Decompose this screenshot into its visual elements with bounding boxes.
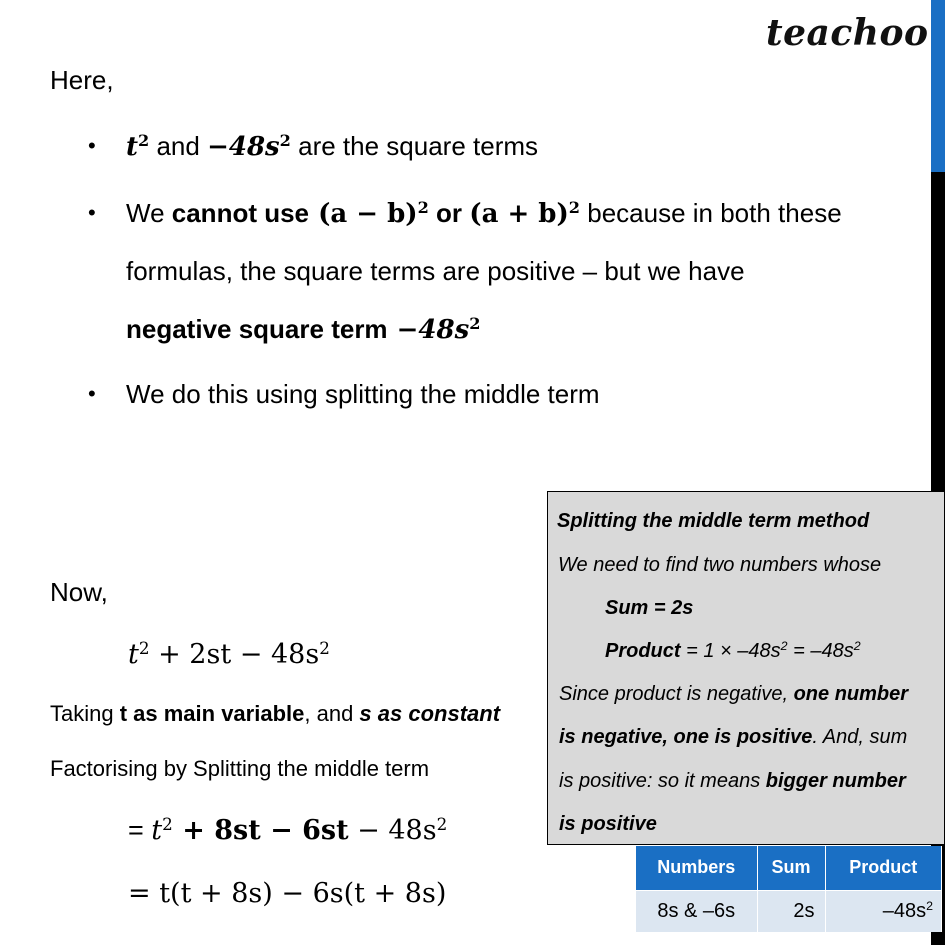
table-row bbox=[636, 890, 942, 932]
neg-term: −48s bbox=[207, 132, 280, 162]
taking-line bbox=[50, 700, 500, 728]
product-label: Product bbox=[605, 640, 681, 662]
method-line5 bbox=[559, 768, 906, 794]
cell-numbers: 8s & –6s bbox=[636, 890, 757, 932]
bullet-dot: • bbox=[88, 133, 96, 158]
method-line4 bbox=[559, 724, 907, 750]
teachoo-logo: teachoo bbox=[766, 12, 929, 54]
method-title: Splitting the middle term method bbox=[557, 510, 870, 532]
bullet-cannot-use-line1 bbox=[126, 197, 842, 230]
exponent: 2 bbox=[138, 637, 150, 658]
exponent: 2 bbox=[138, 131, 150, 151]
product-line bbox=[605, 638, 861, 664]
taking-text: Taking bbox=[50, 701, 120, 726]
rest-text: are the square terms bbox=[290, 131, 539, 161]
l3-text: Since product is negative, bbox=[559, 683, 794, 705]
t-main-variable: t as main variable bbox=[119, 701, 305, 726]
neg-term: −48s bbox=[387, 315, 470, 345]
cell-product bbox=[825, 890, 942, 932]
header-numbers: Numbers bbox=[636, 846, 757, 890]
expr-t: t bbox=[128, 639, 139, 670]
product-value: –48s bbox=[882, 899, 927, 922]
method-line3 bbox=[559, 681, 908, 707]
exponent: 2 bbox=[319, 637, 330, 658]
expression bbox=[128, 638, 330, 672]
exponent: 2 bbox=[162, 813, 173, 834]
cannot-use-bold: cannot use bbox=[171, 198, 310, 228]
bullet-dot: • bbox=[88, 200, 96, 225]
t-term: t bbox=[126, 132, 139, 162]
now-heading: Now, bbox=[50, 577, 108, 607]
or-bold: or bbox=[428, 198, 470, 228]
s-constant: s as constant bbox=[359, 701, 501, 726]
exponent: 2 bbox=[469, 314, 481, 334]
header-sum: Sum bbox=[757, 846, 825, 890]
exponent: 2 bbox=[279, 131, 291, 151]
expr-rest: + 2st − 48s bbox=[149, 639, 320, 670]
exponent: 2 bbox=[780, 639, 788, 654]
l4-bold: is negative, one is positive bbox=[559, 726, 813, 748]
negative-square-term-bold: negative square term bbox=[126, 314, 388, 344]
l5-bold: bigger number bbox=[765, 770, 906, 792]
bullet-cannot-use-line3 bbox=[126, 313, 480, 346]
method-line6 bbox=[559, 811, 657, 837]
exponent: 2 bbox=[436, 813, 448, 834]
step-constant: − 48s bbox=[348, 815, 437, 846]
formula-a-plus-b: (a + b) bbox=[469, 199, 569, 229]
we-text: We bbox=[126, 198, 172, 228]
numbers-table bbox=[636, 846, 942, 932]
rest-text: because in both these bbox=[580, 198, 842, 228]
l6-bold: is positive bbox=[559, 813, 657, 835]
bullet-square-terms bbox=[126, 130, 538, 163]
factorising-line: Factorising by Splitting the middle term bbox=[50, 756, 430, 781]
bullet-splitting: We do this using splitting the middle term bbox=[126, 379, 600, 409]
intro-heading: Here, bbox=[50, 65, 114, 95]
and-text: , and bbox=[304, 701, 360, 726]
sum-line: Sum = 2s bbox=[605, 597, 694, 619]
formula-a-minus-b: (a − b) bbox=[309, 199, 418, 229]
bullet-dot: • bbox=[88, 381, 96, 406]
header-product: Product bbox=[825, 846, 942, 890]
product-result: = –48s bbox=[787, 640, 854, 662]
method-box bbox=[547, 491, 945, 845]
bullet-cannot-use-line2: formulas, the square terms are positive – but we have bbox=[126, 256, 745, 286]
l4-text: . And, sum bbox=[812, 726, 908, 748]
l3-bold: one number bbox=[793, 683, 909, 705]
step2-expression: = t(t + 8s) − 6s(t + 8s) bbox=[128, 878, 447, 909]
exponent: 2 bbox=[417, 198, 429, 218]
step-t: t bbox=[151, 815, 163, 846]
and-text: and bbox=[149, 131, 208, 161]
exponent: 2 bbox=[926, 898, 933, 913]
exponent: 2 bbox=[568, 198, 581, 218]
l5-text: is positive: so it means bbox=[559, 770, 766, 792]
cell-sum: 2s bbox=[757, 890, 825, 932]
step1-expression bbox=[128, 813, 447, 848]
product-value: = 1 × –48s bbox=[680, 640, 781, 662]
side-accent-bar bbox=[931, 0, 945, 172]
method-line1: We need to find two numbers whose bbox=[558, 554, 882, 576]
split-middle-term: + 8st − 6st bbox=[172, 815, 349, 846]
equals: = bbox=[128, 815, 152, 845]
exponent: 2 bbox=[853, 639, 861, 654]
